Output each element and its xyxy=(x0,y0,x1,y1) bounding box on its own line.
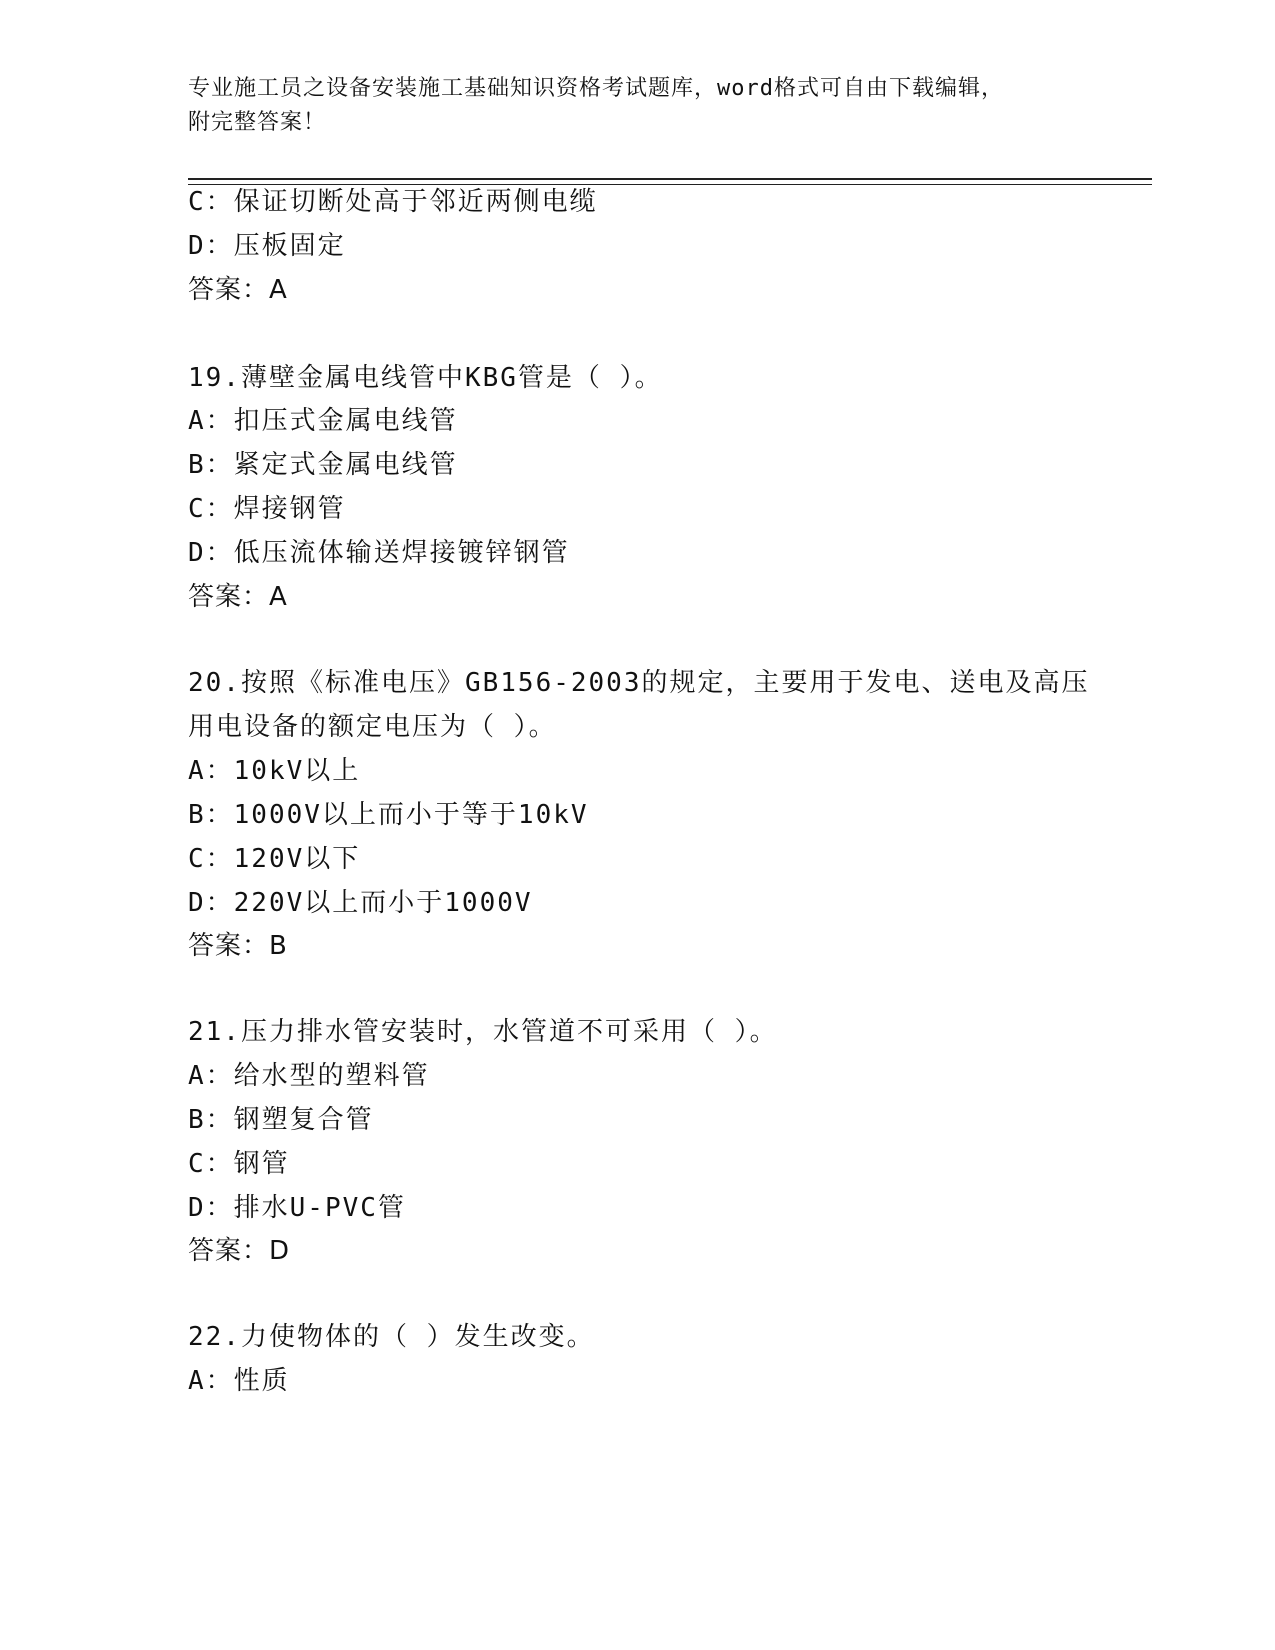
q21-option-c: C：钢管 xyxy=(188,1149,290,1179)
q18-option-d: D：压板固定 xyxy=(188,231,346,261)
document-header xyxy=(188,72,1088,140)
header-line-1: 专业施工员之设备安装施工基础知识资格考试题库，word格式可自由下载编辑， xyxy=(188,76,1004,101)
q19-option-b: B：紧定式金属电线管 xyxy=(188,450,458,480)
q20-option-a: A：10kV以上 xyxy=(188,756,361,786)
q21-stem: 21.压力排水管安装时，水管道不可采用（ ）。 xyxy=(188,1017,778,1047)
q21-answer: 答案：D xyxy=(188,1236,291,1266)
q22-stem: 22.力使物体的（ ）发生改变。 xyxy=(188,1322,595,1352)
q20-answer: 答案：B xyxy=(188,931,288,961)
header-divider-thick xyxy=(188,178,1152,180)
q18-option-c: C：保证切断处高于邻近两侧电缆 xyxy=(188,187,598,217)
q19-option-d: D：低压流体输送焊接镀锌钢管 xyxy=(188,538,570,568)
q21-option-a: A：给水型的塑料管 xyxy=(188,1061,430,1091)
q19-answer: 答案：A xyxy=(188,582,288,612)
q19-stem: 19.薄壁金属电线管中KBG管是（ ）。 xyxy=(188,363,663,393)
q21-option-d: D：排水U-PVC管 xyxy=(188,1193,406,1223)
q20-option-c: C：120V以下 xyxy=(188,844,361,874)
q20-stem-line-1: 20.按照《标准电压》GB156-2003的规定，主要用于发电、送电及高压 xyxy=(188,668,1090,698)
q21-option-b: B：钢塑复合管 xyxy=(188,1105,374,1135)
q20-option-d: D：220V以上而小于1000V xyxy=(188,888,533,918)
q20-stem-line-2: 用电设备的额定电压为（ ）。 xyxy=(188,712,557,742)
q20-option-b: B：1000V以上而小于等于10kV xyxy=(188,800,589,830)
header-line-2: 附完整答案！ xyxy=(188,110,327,135)
q19-option-a: A：扣压式金属电线管 xyxy=(188,406,458,436)
q19-option-c: C：焊接钢管 xyxy=(188,494,346,524)
q18-answer: 答案：A xyxy=(188,275,288,305)
q22-option-a: A：性质 xyxy=(188,1366,290,1396)
